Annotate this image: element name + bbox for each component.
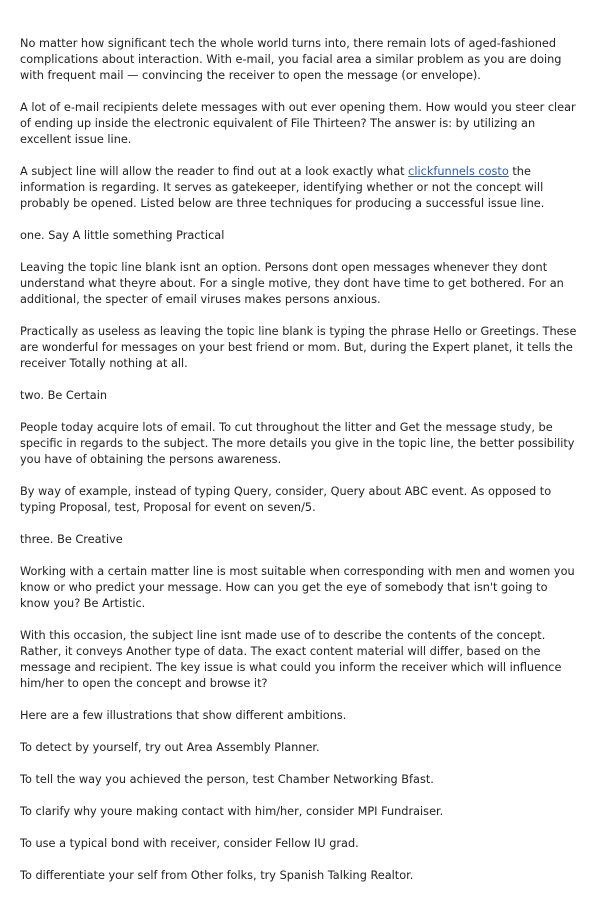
- paragraph-be-specific: People today acquire lots of email. To cut throughout the litter and Get the message study, be specific in regards to the subject. The more details you give in the topic line, the better possibility you have of obtaining the persons awareness.: [20, 421, 575, 466]
- paragraph-subject-line: [20, 164, 580, 212]
- paragraph-text-before-link: A subject line will allow the reader to find out at a look exactly what: [20, 165, 409, 178]
- heading-be-creative: three. Be Creative: [20, 533, 123, 546]
- paragraph-example-query: By way of example, instead of typing Query, consider, Query about ABC event. As opposed to typing Proposal, test, Proposal for event on seven/5.: [20, 485, 552, 514]
- paragraph-intro: No matter how significant tech the whole world turns into, there remain lots of aged-fashioned complications about interaction. With e-mail, you facial area a similar problem as you are doing with frequent mail — convincing the receiver to open the message (or envelope).: [20, 37, 562, 82]
- document-page: [20, 36, 580, 900]
- paragraph-example-tell: To tell the way you achieved the person, test Chamber Networking Bfast.: [20, 773, 434, 786]
- paragraph-text-after-link: the information is regarding. It serves as gatekeeper, identifying whether or not the concept will probably be opened. Listed below are three techniques for producing a successful issue line.: [20, 165, 545, 210]
- paragraph-be-artistic: Working with a certain matter line is most suitable when corresponding with men and women you know or who predict your message. How can you get the eye of somebody that isn't going to know you? Be Artistic.: [20, 565, 575, 610]
- paragraph-example-detect: To detect by yourself, try out Area Assembly Planner.: [20, 741, 320, 754]
- paragraph-example-clarify: To clarify why youre making contact with him/her, consider MPI Fundraiser.: [20, 805, 444, 818]
- paragraph-illustrations-intro: Here are a few illustrations that show different ambitions.: [20, 709, 347, 722]
- paragraph-example-bond: To use a typical bond with receiver, consider Fellow IU grad.: [20, 837, 359, 850]
- paragraph-file-thirteen: A lot of e-mail recipients delete messages with out ever opening them. How would you steer clear of ending up inside the electronic equivalent of File Thirteen? The answer is: by utilizing an excellent issue line.: [20, 101, 576, 146]
- paragraph-blank-subject: Leaving the topic line blank isnt an option. Persons dont open messages whenever they dont understand what theyre about. For a single motive, they dont have time to get bothered. For an additional, the specter of email viruses makes persons anxious.: [20, 261, 564, 306]
- paragraph-hello-greetings: Practically as useless as leaving the topic line blank is typing the phrase Hello or Greetings. These are wonderful for messages on your best friend or mom. But, during the Expert planet, it tells the receiver Totally nothing at all.: [20, 325, 577, 370]
- paragraph-other-data: With this occasion, the subject line isnt made use of to describe the contents of the concept. Rather, it conveys Another type of data. The exact content material will differ, based on the message and recipient. The key issue is what could you inform the receiver which will influence him/her to open the concept and browse it?: [20, 629, 562, 690]
- paragraph-example-differentiate: To differentiate your self from Other folks, try Spanish Talking Realtor.: [20, 869, 414, 882]
- heading-be-certain: two. Be Certain: [20, 389, 107, 402]
- clickfunnels-costo-link[interactable]: clickfunnels costo: [408, 165, 509, 178]
- heading-say-practical: one. Say A little something Practical: [20, 229, 225, 242]
